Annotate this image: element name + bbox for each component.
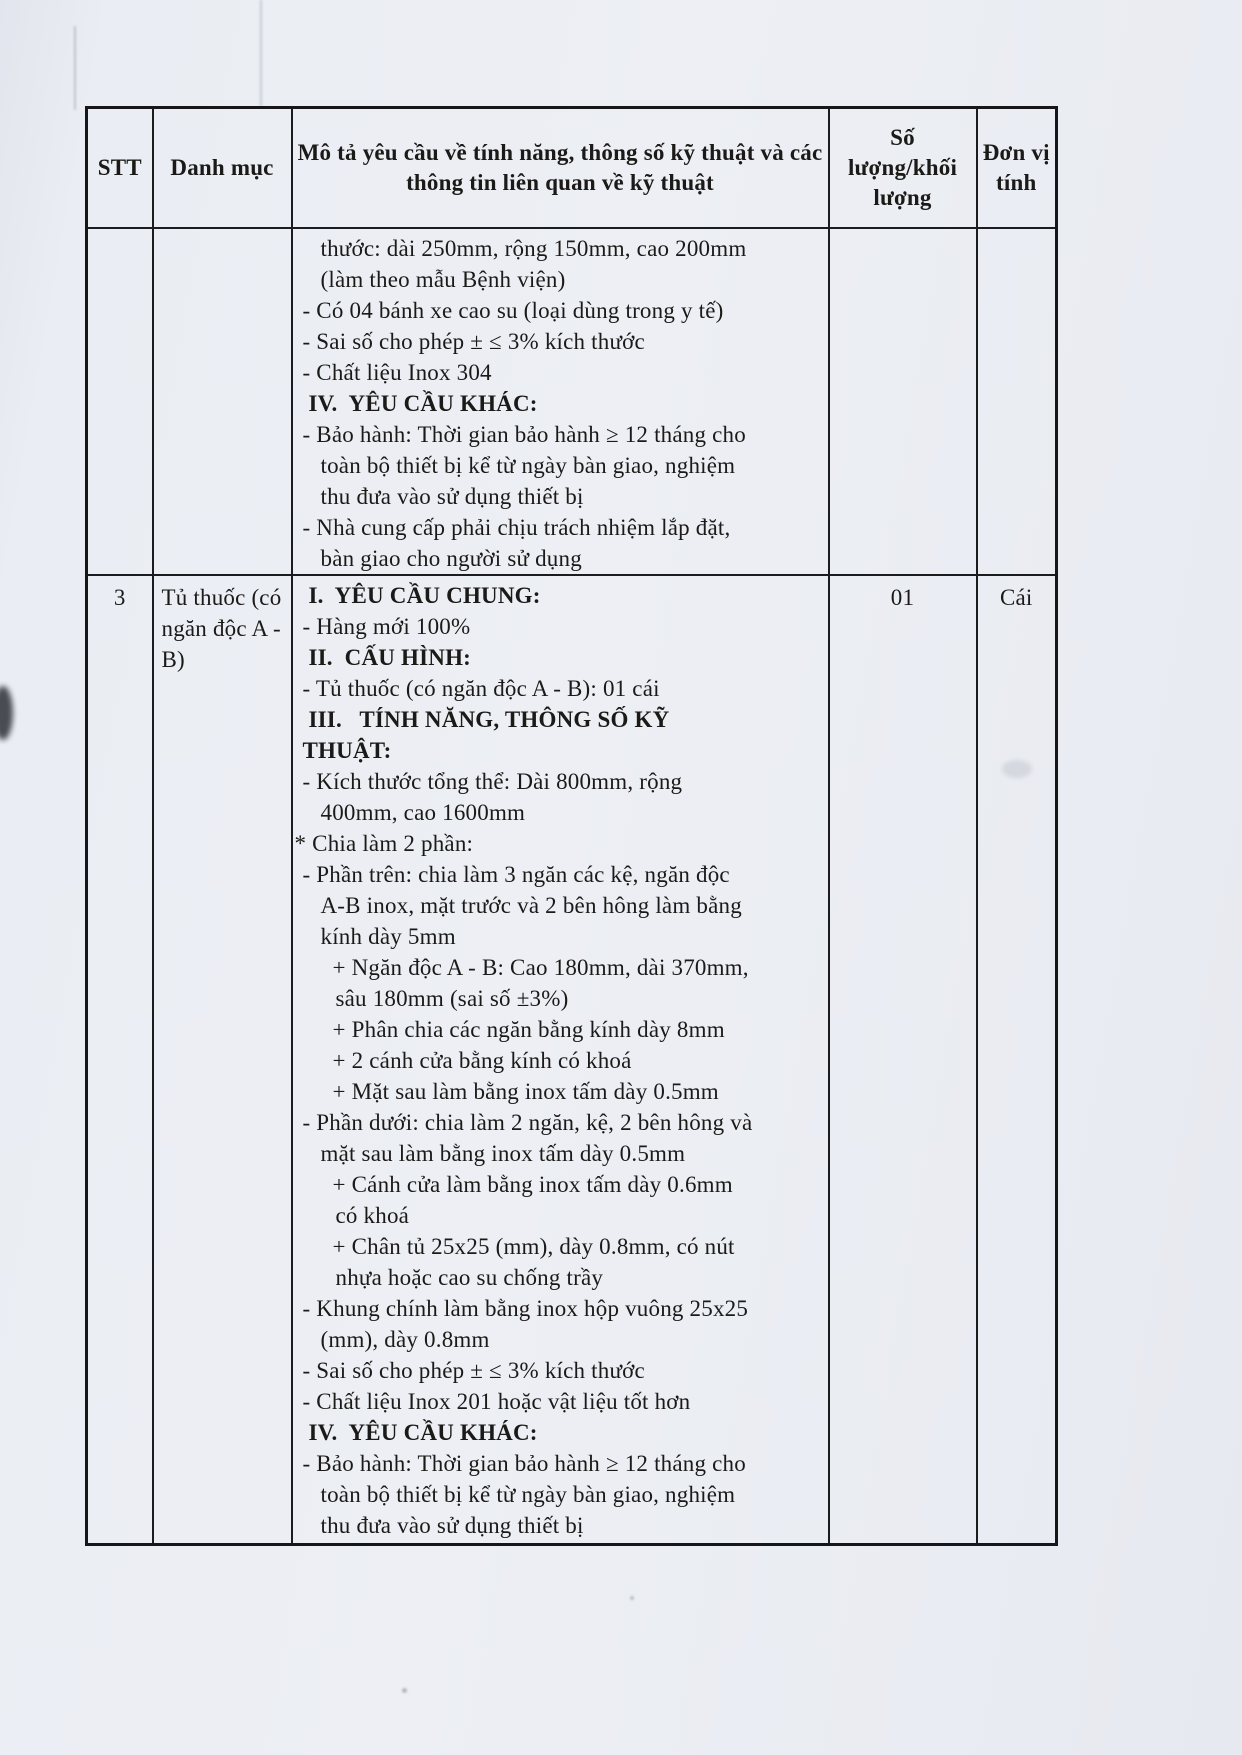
column-header-don-vi: Đơn vị tính — [977, 108, 1057, 228]
description-line: sâu 180mm (sai số ±3%) — [335, 985, 569, 1011]
description-line: (làm theo mẫu Bệnh viện) — [320, 266, 566, 292]
description-line: bàn giao cho người sử dụng — [320, 545, 582, 571]
description-line: - Phần trên: chia làm 3 ngăn các kệ, ngăn độc — [302, 861, 730, 887]
description-line: thu đưa vào sử dụng thiết bị — [320, 1512, 584, 1538]
cell-unit: Cái — [977, 575, 1057, 1545]
cell-stt — [87, 228, 153, 575]
description-line: toàn bộ thiết bị kể từ ngày bàn giao, nghiệm — [320, 1481, 736, 1507]
table-row — [87, 228, 1057, 575]
scan-artifact-crease — [260, 0, 262, 106]
description-line: có khoá — [335, 1202, 410, 1228]
description-line: A-B inox, mặt trước và 2 bên hông làm bằng — [320, 892, 742, 918]
description-line: toàn bộ thiết bị kể từ ngày bàn giao, nghiệm — [320, 452, 736, 478]
description-line: - Có 04 bánh xe cao su (loại dùng trong y tế) — [302, 297, 724, 323]
scan-artifact-speck — [402, 1688, 407, 1693]
cell-description — [292, 228, 829, 575]
cell-unit — [977, 228, 1057, 575]
description-line: II. CẤU HÌNH: — [308, 644, 472, 670]
description-line: - Sai số cho phép ± ≤ 3% kích thước — [302, 328, 645, 354]
description-line: I. YÊU CẦU CHUNG: — [308, 582, 541, 608]
scan-artifact-speck — [630, 1596, 634, 1600]
cell-description — [292, 575, 829, 1545]
description-line: - Tủ thuốc (có ngăn độc A - B): 01 cái — [302, 675, 660, 701]
description-line: + Cánh cửa làm bằng inox tấm dày 0.6mm — [332, 1171, 733, 1197]
description-line: nhựa hoặc cao su chống trầy — [335, 1264, 604, 1290]
column-header-danh-muc: Danh mục — [153, 108, 292, 228]
description-line: - Hàng mới 100% — [302, 613, 471, 639]
cell-danh-muc: Tủ thuốc (có ngăn độc A - B) — [153, 575, 292, 1545]
description-line: thu đưa vào sử dụng thiết bị — [320, 483, 584, 509]
description-line: IV. YÊU CẦU KHÁC: — [308, 1419, 538, 1445]
description-line: III. TÍNH NĂNG, THÔNG SỐ KỸ — [308, 706, 670, 732]
table-body — [87, 228, 1057, 1545]
spec-table — [85, 106, 1058, 1546]
description-line: kính dày 5mm — [320, 923, 456, 949]
description-line: THUẬT: — [302, 737, 392, 763]
description-line: * Chia làm 2 phần: — [294, 830, 474, 856]
description-line: - Nhà cung cấp phải chịu trách nhiệm lắp đặt, — [302, 514, 731, 540]
description-line: + 2 cánh cửa bằng kính có khoá — [332, 1047, 632, 1073]
scan-artifact-crease — [74, 26, 76, 110]
description-line: + Phân chia các ngăn bằng kính dày 8mm — [332, 1016, 725, 1042]
description-line: - Bảo hành: Thời gian bảo hành ≥ 12 tháng cho — [302, 421, 746, 447]
description-line: - Bảo hành: Thời gian bảo hành ≥ 12 tháng cho — [302, 1450, 746, 1476]
description-line: - Kích thước tổng thể: Dài 800mm, rộng — [302, 768, 683, 794]
column-header-so-luong: Số lượng/khối lượng — [829, 108, 977, 228]
column-header-stt: STT — [87, 108, 153, 228]
description-line: - Phần dưới: chia làm 2 ngăn, kệ, 2 bên hông và — [302, 1109, 753, 1135]
description-line: (mm), dày 0.8mm — [320, 1326, 490, 1352]
description-line: - Khung chính làm bằng inox hộp vuông 25x25 — [302, 1295, 749, 1321]
description-line: - Sai số cho phép ± ≤ 3% kích thước — [302, 1357, 645, 1383]
table-header-row — [87, 108, 1057, 228]
description-line: 400mm, cao 1600mm — [320, 799, 526, 825]
scan-artifact-smudge — [0, 686, 13, 740]
description-line: + Chân tủ 25x25 (mm), dày 0.8mm, có nút — [332, 1233, 735, 1259]
cell-danh-muc — [153, 228, 292, 575]
description-line: + Ngăn độc A - B: Cao 180mm, dài 370mm, — [332, 954, 749, 980]
cell-quantity — [829, 228, 977, 575]
description-line: - Chất liệu Inox 304 — [302, 359, 492, 385]
table-header — [87, 108, 1057, 228]
description-line: mặt sau làm bằng inox tấm dày 0.5mm — [320, 1140, 686, 1166]
description-line: thước: dài 250mm, rộng 150mm, cao 200mm — [320, 235, 747, 261]
cell-quantity: 01 — [829, 575, 977, 1545]
column-header-mo-ta: Mô tả yêu cầu về tính năng, thông số kỹ thuật và các thông tin liên quan về kỹ thuật — [292, 108, 829, 228]
table-row — [87, 575, 1057, 1545]
description-line: + Mặt sau làm bằng inox tấm dày 0.5mm — [332, 1078, 719, 1104]
description-line: IV. YÊU CẦU KHÁC: — [308, 390, 538, 416]
description-line: - Chất liệu Inox 201 hoặc vật liệu tốt hơn — [302, 1388, 691, 1414]
cell-stt: 3 — [87, 575, 153, 1545]
